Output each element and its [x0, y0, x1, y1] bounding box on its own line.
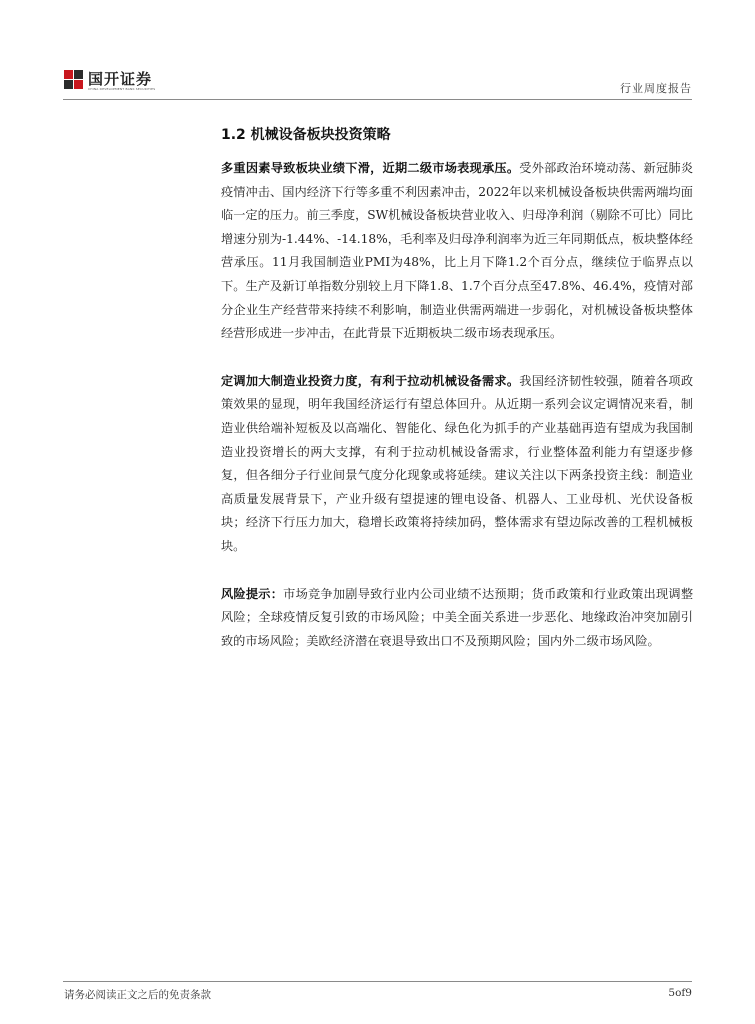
paragraph-body: 我国经济韧性较强，随着各项政策效果的显现，明年我国经济运行有望总体回升。从近期一系列会议定调情况来看，制造业供给端补短板及以高端化、智能化、绿色化为抓手的产业基础再造有望成为我国制造业投资增长的两大支撑，有利于拉动机械设备需求，行业整体盈利能力有望逐步修复，但各细分子行业间景气度分化现象或将延续。建议关注以下两条投资主线：制造业高质量发展背景下，产业升级有望提速的锂电设备、机器人、工业母机、光伏设备板块；经济下行压力加大，稳增长政策将持续加码，整体需求有望边际改善的工程机械板块。 [221, 373, 694, 553]
page-number: 5of9 [668, 987, 692, 999]
logo-text: 国开证券 [88, 70, 153, 88]
logo-subtitle: CHINA DEVELOPMENT BANK SECURITIES [88, 87, 156, 91]
paragraph-performance [221, 157, 693, 346]
paragraph-lead: 多重因素导致板块业绩下滑，近期二级市场表现承压。 [221, 161, 520, 175]
paragraph-risk [221, 583, 693, 654]
paragraph-body: 受外部政治环境动荡、新冠肺炎疫情冲击、国内经济下行等多重不利因素冲击，2022年以来机械设备板块供需两端均面临一定的压力。前三季度，SW机械设备板块营业收入、归母净利润（剔除不可比）同比增速分别为-1.44%、-14.18%，毛利率及归母净利润率为近三年同期低点，板块整体经营承压。11月我国制造业PMI为48%，比上月下降1.2个百分点，继续位于临界点以下。生产及新订单指数分别较上月下降1.8、1.7个百分点至47.8%、46.4%，疫情对部分企业生产经营带来持续不利影响，制造业供需两端进一步弱化，对机械设备板块整体经营形成进一步冲击，在此背景下近期板块二级市场表现承压。 [221, 161, 694, 341]
footer-divider [63, 981, 692, 982]
paragraph-body: 市场竞争加剧导致行业内公司业绩不达预期；货币政策和行业政策出现调整风险；全球疫情反复引致的市场风险；中美全面关系进一步恶化、地缘政治冲突加剧引致的市场风险；美欧经济潜在衰退导致出口不及预期风险；国内外二级市场风险。 [221, 586, 694, 648]
paragraph-lead: 风险提示： [221, 586, 284, 601]
main-content [221, 124, 693, 653]
report-type-label: 行业周度报告 [620, 82, 692, 95]
logo-mark-icon [64, 70, 83, 89]
paragraph-investment [221, 370, 693, 559]
header-divider [63, 99, 692, 100]
company-logo [64, 68, 174, 94]
page-header [0, 0, 755, 100]
section-title: 1.2 机械设备板块投资策略 [221, 127, 391, 143]
disclaimer-link: 请务必阅读正文之后的免责条款 [64, 989, 211, 1001]
paragraph-lead: 定调加大制造业投资力度，有利于拉动机械设备需求。 [221, 373, 520, 388]
